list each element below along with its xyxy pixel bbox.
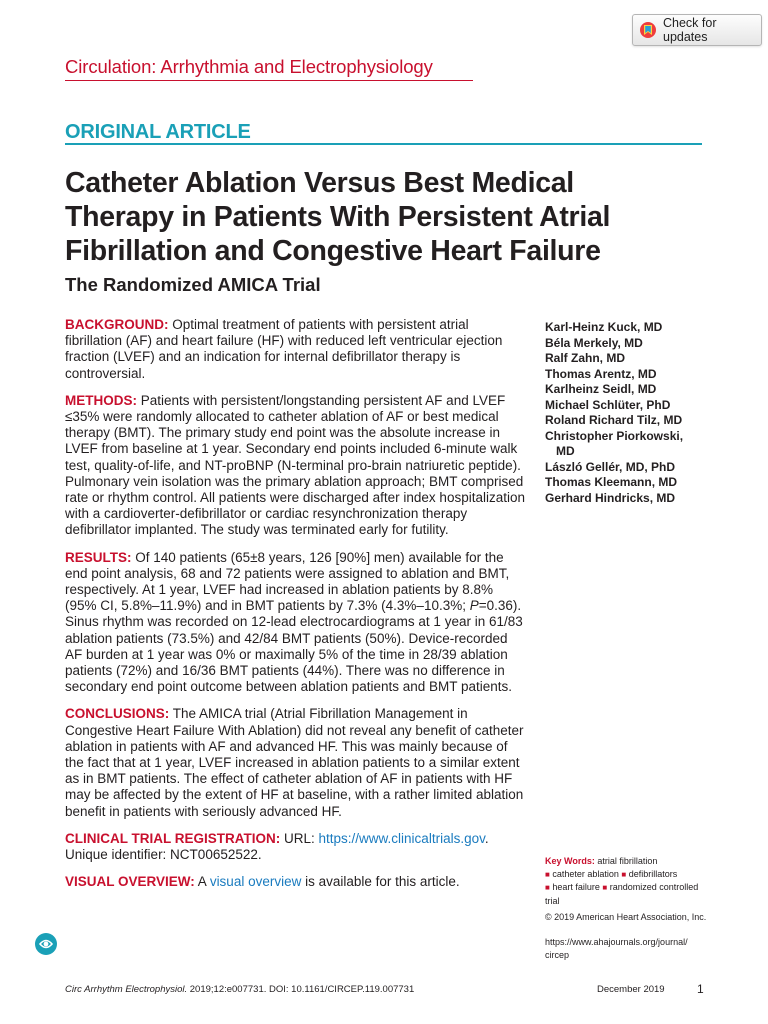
keyword: catheter ablation: [552, 868, 619, 879]
title-line: Therapy in Patients With Persistent Atrial: [65, 201, 611, 233]
trial-url-suffix: .: [484, 830, 489, 846]
check-for-updates-label: Check for updates: [663, 16, 717, 44]
trial-registration-label: CLINICAL TRIAL REGISTRATION:: [65, 830, 281, 846]
keywords-label: Key Words:: [545, 856, 595, 866]
keyword-bullet-icon: ■: [621, 869, 627, 879]
abstract: [65, 317, 525, 902]
copyright: © 2019 American Heart Association, Inc.: [545, 912, 707, 922]
footer-citation-text: 2019;12:e007731. DOI: 10.1161/CIRCEP.119.007731: [187, 984, 415, 995]
results-text: Of 140 patients (65±8 years, 126 [90%] men) available for the end point analysis, 68 and 72 patients were assigned to ablation and BMT, respectively. At 1 year, LVEF had increased in ablation patients by 8.8% (95% CI, 5.8%–11.9%) and in BMT patients by 7.3% (4.3%–10.3%;: [65, 549, 510, 614]
methods-text: Patients with persistent/longstanding persistent AF and LVEF ≤35% were randomly allocated to catheter ablation of AF or best medical therapy (BMT). The primary study end point was the absolute increase in LVEF from baseline at 1 year. Secondary end points included 6-minute walk test, quality-of-life, and NT-proBNP (N-terminal pro-brain natriuretic peptide). Pulmonary vein isolation was the primary ablation approach; BMT comprised rate or rhythm control. All patients were discharged after index hospitalization with a cardioverter-defibrillator or cardiac resynchronization therapy defibrillator implanted. The study was terminated early for futility.: [65, 392, 525, 538]
author-name: Gerhard Hindricks, MD: [545, 490, 676, 505]
author-name: Ralf Zahn, MD: [545, 351, 625, 365]
author-name: László Gellér, MD, PhD: [545, 459, 676, 474]
methods-label: METHODS:: [65, 392, 137, 408]
trial-url-prefix: URL:: [284, 830, 319, 846]
conclusions-text: The AMICA trial (Atrial Fibrillation Management in Congestive Heart Failure With Ablation) did not reveal any benefit of catheter ablation in patients with AF and advanced HF. This was mainly because of the fact that at 1 year, LVEF increased in ablation patients to a similar extent as in BMT patients. The effect of catheter ablation of AF in patients with HF may be affected by the extent of HF at baseline, with a rather limited ablation benefit in patients with seriously advanced HF.: [65, 706, 524, 819]
abstract-trial-registration: [65, 831, 525, 863]
visual-overview-icon[interactable]: [34, 932, 58, 956]
background-text: Optimal treatment of patients with persistent atrial fibrillation (AF) and heart failure (HF) with reduced left ventricular ejection fraction (LVEF) and an indication for internal defibrillator therapy is controversial.: [65, 317, 503, 381]
check-for-updates-button[interactable]: [632, 14, 762, 46]
abstract-methods: [65, 393, 525, 539]
journal-name[interactable]: Circulation: Arrhythmia and Electrophysiology: [65, 56, 433, 77]
footer-citation: [65, 984, 414, 995]
crossmark-icon: [639, 21, 657, 39]
visual-overview-link[interactable]: visual overview: [209, 874, 302, 890]
author-name-continued: MD: [556, 444, 575, 458]
keyword: atrial fibrillation: [597, 856, 658, 866]
author-name: Thomas Kleemann, MD: [545, 475, 678, 489]
trial-identifier: Unique identifier: NCT00652522.: [65, 847, 262, 863]
abstract-visual-overview: [65, 874, 525, 890]
journal-url[interactable]: [545, 936, 715, 961]
keyword-bullet-icon: ■: [602, 883, 608, 892]
p-value-symbol: P: [469, 598, 479, 614]
conclusions-label: CONCLUSIONS:: [65, 706, 170, 722]
article-subtitle: The Randomized AMICA Trial: [65, 274, 321, 295]
keyword: randomized controlled trial: [545, 882, 699, 906]
author-name: Thomas Arentz, MD: [545, 366, 657, 381]
keywords: [545, 855, 715, 907]
background-label: BACKGROUND:: [65, 317, 169, 332]
author-name: Karlheinz Seidl, MD: [545, 382, 657, 396]
section-divider: [65, 143, 702, 145]
abstract-results: [65, 550, 525, 696]
abstract-background: [65, 317, 525, 382]
keyword-bullet-icon: ■: [545, 869, 550, 879]
footer-date: December 2019: [597, 984, 665, 995]
journal-url-line: https://www.ahajournals.org/journal/: [545, 937, 688, 947]
results-text-cont: =0.36). Sinus rhythm was recorded on 12-lead electrocardiograms at 1 year in 61/83 ablation patients (73.5%) and 42/84 BMT patients (50%). Device-recorded AF burden at 1 year was 0% or maximally 5% of the time in 28/39 ablation patients (72%) and 16/36 BMT patients (44%). There was no difference in secondary end point outcome between ablation patients and BMT patients.: [65, 598, 523, 695]
keyword: heart failure: [552, 882, 600, 892]
visual-overview-after: is available for this article.: [301, 874, 460, 890]
visual-overview-label: VISUAL OVERVIEW:: [65, 874, 195, 890]
page-number: 1: [697, 982, 704, 996]
title-line: Fibrillation and Congestive Heart Failure: [65, 235, 601, 267]
author-list: [545, 320, 745, 506]
footer-journal-abbrev: Circ Arrhythm Electrophysiol.: [65, 984, 188, 995]
title-line: Catheter Ablation Versus Best Medical: [65, 167, 574, 199]
author-name: Christopher Piorkowski,: [545, 428, 684, 443]
visual-overview-before: A: [197, 874, 210, 890]
author-name: Karl-Heinz Kuck, MD: [545, 320, 663, 334]
journal-underline: [65, 80, 473, 81]
keyword: defibrillators: [628, 868, 678, 879]
author-name: Béla Merkely, MD: [545, 335, 643, 350]
author-name: Michael Schlüter, PhD: [545, 397, 671, 412]
author-name: Roland Richard Tilz, MD: [545, 413, 683, 427]
clinicaltrials-link[interactable]: https://www.clinicaltrials.gov: [318, 830, 485, 846]
section-label: ORIGINAL ARTICLE: [65, 121, 251, 143]
abstract-conclusions: [65, 706, 525, 819]
keyword-bullet-icon: ■: [545, 883, 550, 892]
journal-url-line: circep: [545, 949, 570, 960]
results-label: RESULTS:: [65, 549, 132, 565]
article-title: [65, 166, 725, 268]
